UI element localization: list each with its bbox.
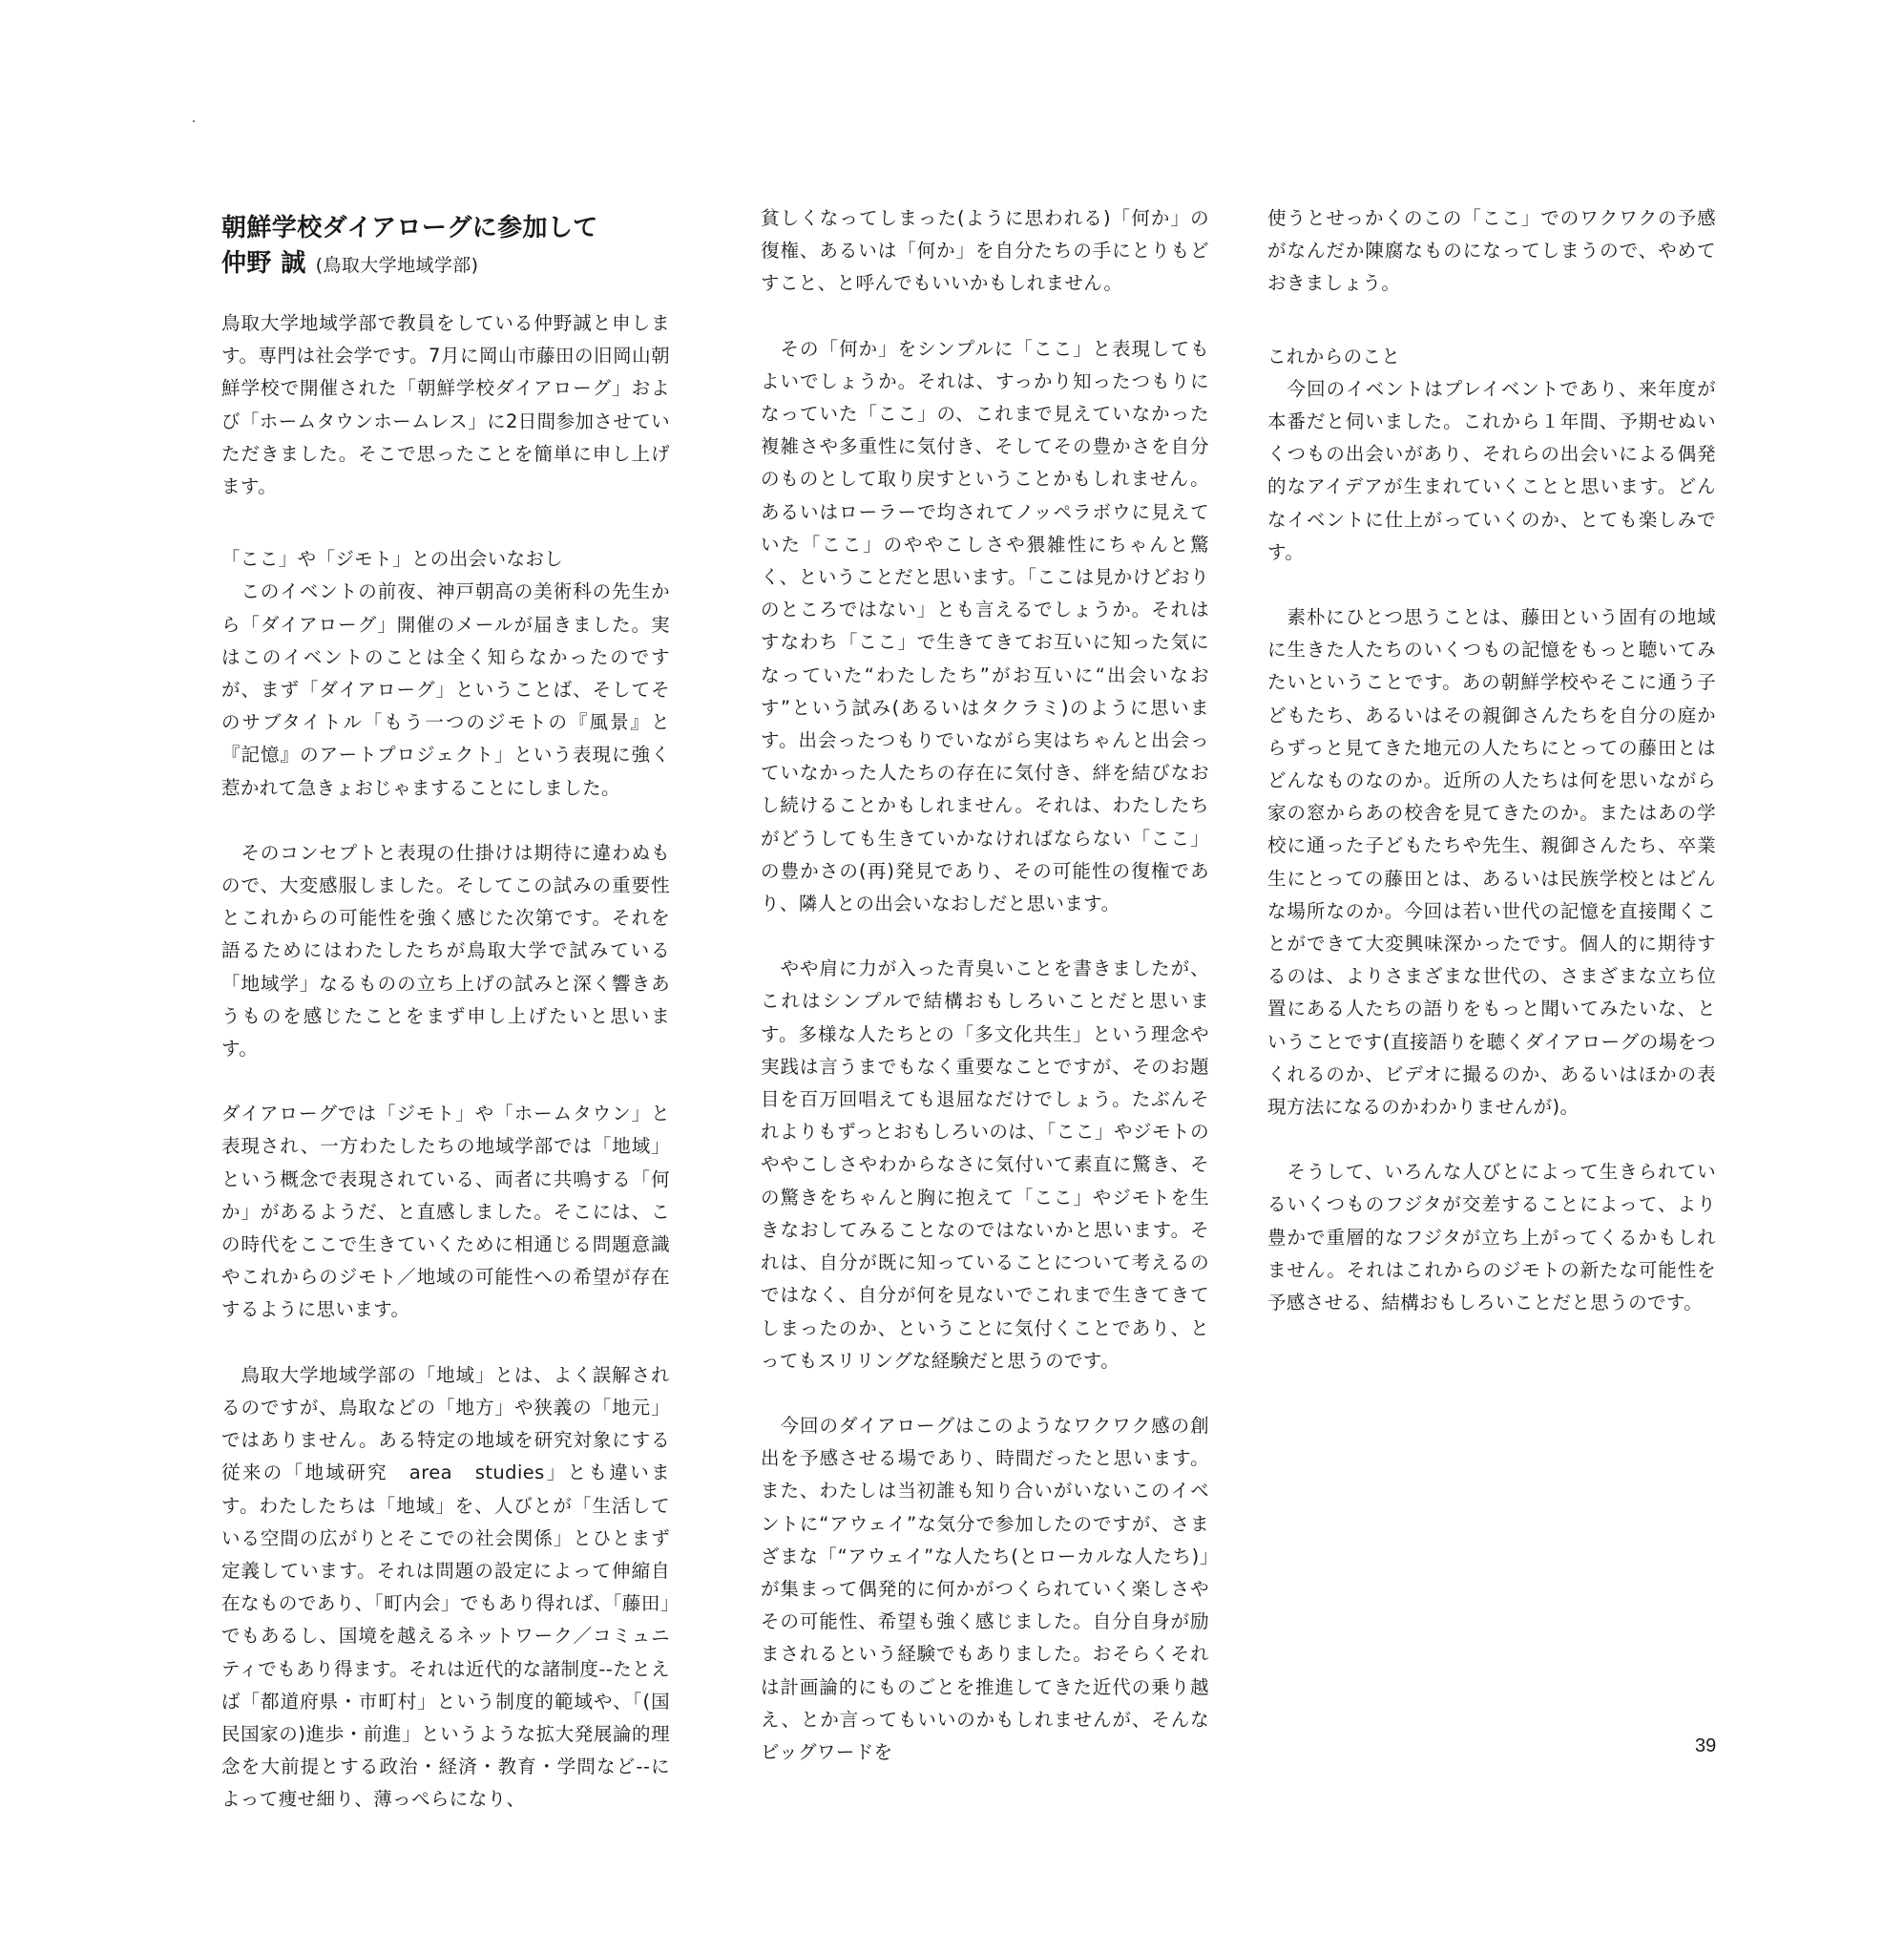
author-name: 仲野 誠	[221, 249, 306, 278]
paragraph: 今回のイベントはプレイベントであり、来年度が本番だと伺いました。これから１年間、予期せぬいくつもの出会いがあり、それらの出会いによる偶発的なアイデアが生まれていくことと思います。どんなイベントに仕上がっていくのか、とても楽しみです。	[1267, 377, 1716, 563]
paragraph: ダイアローグでは「ジモト」や「ホームタウン」と表現され、一方わたしたちの地域学部では「地域」という概念で表現されている、両者に共鳴する「何か」があるようだ、と直感しました。そこには、この時代をここで生きていくために相通じる問題意識やこれからのジモト／地域の可能性への希望が存在するように思います。	[221, 1103, 670, 1321]
paragraph: 素朴にひとつ思うことは、藤田という固有の地域に生きた人たちのいくつもの記憶をもっと聴いてみたいということです。あの朝鮮学校やそこに通う子どもたち、あるいはその親御さんたちを自分の庭からずっと見てきた地元の人たちにとっての藤田とはどんなものなのか。近所の人たちは何を思いながら家の窓からあの校舎を見てきたのか。またはあの学校に通った子どもたちや先生、親御さんたち、卒業生にとっての藤田とは、あるいは民族学校とはどんな場所なのか。今回は若い世代の記憶を直接聞くことができて大変興味深かったです。個人的に期待するのは、よりさまざまな世代の、さまざまな立ち位置にある人たちの語りをもっと聞いてみたいな、ということです(直接語りを聴くダイアローグの場をつくれるのか、ビデオに撮るのか、あるいはほかの表現方法になるのかわかりませんが)。	[1267, 606, 1716, 1119]
paragraph: 今回のダイアローグはこのようなワクワク感の創出を予感させる場であり、時間だったと思います。また、わたしは当初誰も知り合いがいないこのイベントに“アウェイ”な気分で参加したのですが、さまざまな「“アウェイ”な人たち(とローカルな人たち)」が集まって偶発的に何かがつくられていく楽しさやその可能性、希望も強く感じました。自分自身が励まされるという経験でもありました。おそらくそれは計画論的にものごとを推進してきた近代の乗り越え、とか言ってもいいのかもしれませんが、そんなビッグワードを	[761, 1414, 1209, 1763]
scan-speck	[193, 120, 195, 122]
article-title: 朝鮮学校ダイアローグに参加して	[221, 214, 598, 242]
section-heading: 「ここ」や「ジモト」との出会いなおし	[221, 548, 564, 571]
paragraph: やや肩に力が入った青臭いことを書きましたが、これはシンプルで結構おもしろいことだと思います。多様な人たちとの「多文化共生」という理念や実践は言うまでもなく重要なことですが、そのお題目を百万回唱えても退屈なだけでしょう。たぶんそれよりもずっとおもしろいのは、「ここ」やジモトのややこしさやわからなさに気付いて素直に驚き、その驚きをちゃんと胸に抱えて「ここ」やジモトを生きなおしてみることなのではないかと思います。それは、自分が既に知っていることについて考えるのではなく、自分が何を見ないでこれまで生きてきてしまったのか、ということに気付くことであり、とってもスリリングな経験だと思うのです。	[761, 957, 1209, 1372]
paragraph: 使うとせっかくのこの「ここ」でのワクワクの予感がなんだか陳腐なものになってしまうので、やめておきましょう。	[1267, 207, 1716, 295]
paragraph: その「何か」をシンプルに「ここ」と表現してもよいでしょうか。それは、すっかり知ったつもりになっていた「ここ」の、これまで見えていなかった複雑さや多重性に気付き、そしてその豊かさを自分のものとして取り戻すということかもしれません。あるいはローラーで均されてノッペラボウに見えていた「ここ」のややこしさや猥雑性にちゃんと驚く、ということだと思います。「ここは見かけどおりのところではない」とも言えるでしょうか。それはすなわち「ここ」で生きてきてお互いに知った気になっていた“わたしたち”がお互いに“出会いなおす”という試み(あるいはタクラミ)のように思います。出会ったつもりでいながら実はちゃんと出会っていなかった人たちの存在に気付き、絆を結びなおし続けることかもしれません。それは、わたしたちがどうしても生きていかなければならない「ここ」の豊かさの(再)発見であり、その可能性の復権であり、隣人との出会いなおしだと思います。	[761, 337, 1209, 915]
page-number: 39	[1695, 1735, 1717, 1756]
author-line	[221, 246, 670, 283]
paragraph: そのコンセプトと表現の仕掛けは期待に違わぬもので、大変感服しました。そしてこの試みの重要性とこれからの可能性を強く感じた次第です。それを語るためにはわたしたちが鳥取大学で試みている「地域学」なるものの立ち上げの試みと深く響きあうものを感じたことをまず申し上げたいと思います。	[221, 841, 670, 1061]
column-3	[1267, 202, 1716, 1352]
paragraph: このイベントの前夜、神戸朝高の美術科の先生から「ダイアローグ」開催のメールが届きました。実はこのイベントのことは全く知らなかったのですが、まず「ダイアローグ」ということば、そしてそのサブタイトル「もう一つのジモトの『風景』と『記憶』のアートプロジェクト」という表現に強く惹かれて急きょおじゃますることにしました。	[221, 580, 670, 799]
column-1	[221, 202, 670, 1849]
intro-paragraph: 鳥取大学地域学部で教員をしている仲野誠と申します。専門は社会学です。7月に岡山市藤田の旧岡山朝鮮学校で開催された「朝鮮学校ダイアローグ」および「ホームタウンホームレス」に2日間参加させていただきました。そこで思ったことを簡単に申し上げます。	[221, 312, 670, 498]
section-heading: これからのこと	[1267, 345, 1401, 368]
paragraph: 鳥取大学地域学部の「地域」とは、よく誤解されるのですが、鳥取などの「地方」や狭義の「地元」ではありません。ある特定の地域を研究対象にする従来の「地域研究 area studies」とも違います。わたしたちは「地域」を、人びとが「生活している空間の広がりとそこでの社会関係」とひとまず定義しています。それは問題の設定によって伸縮自在なものであり、「町内会」でもあり得れば、「藤田」でもあるし、国境を越えるネットワーク／コミュニティでもあり得ます。それは近代的な諸制度--たとえば「都道府県・市町村」という制度的範域や、「(国民国家の)進歩・前進」というような拡大発展論的理念を大前提とする政治・経済・教育・学問など--によって痩せ細り、薄っぺらになり、	[221, 1363, 670, 1811]
paragraph: 貧しくなってしまった(ように思われる)「何か」の復権、あるいは「何か」を自分たちの手にとりもどすこと、と呼んでもいいかもしれません。	[761, 207, 1209, 295]
paragraph: そうして、いろんな人びとによって生きられているいくつものフジタが交差することによって、より豊かで重層的なフジタが立ち上がってくるかもしれません。それはこれからのジモトの新たな可能性を予感させる、結構おもしろいことだと思うのです。	[1267, 1161, 1716, 1314]
column-2	[761, 202, 1209, 1801]
author-affiliation: (鳥取大学地域学部)	[315, 255, 479, 276]
